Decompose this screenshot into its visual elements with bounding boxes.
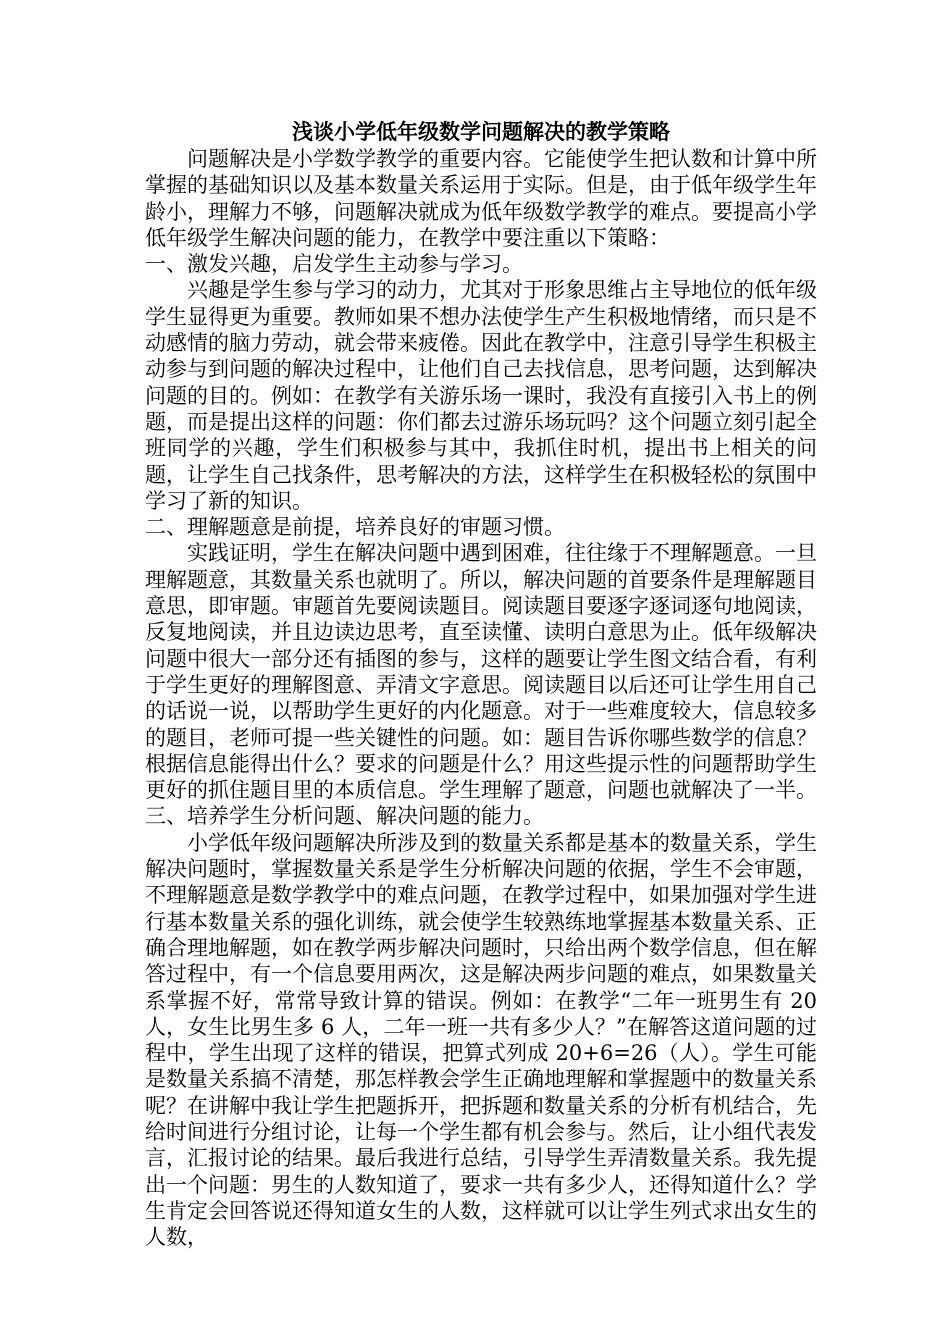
section-heading-2: 二、理解题意是前提，培养良好的审题习惯。 [145, 515, 565, 540]
section-3-paragraph: 小学低年级问题解决所涉及到的数量关系都是基本的数量关系，学生解决问题时，掌握数量关系是学生分析解决问题的依据，学生不会审题，不理解题意是数学教学中的难点问题，在教学过程中，如果加强对学生进行基本数量关系的强化训练，就会使学生较熟练地掌握基本数量关系、正确合理地解题，如在教学两步解决问题时，只给出两个数学信息，但在解答过程中，有一个信息要用两次，这是解决两步问题的难点，如果数量关系掌握不好，常常导致计算的错误。例如：在教学“二年一班男生有 20 人，女生比男生多 6 人，二年一班一共有多少人？”在解答这道问题的过程中，学生出现了这样的错误，把算式列成 20+6=26（人）。学生可能是数量关系搞不清楚，那怎样教会学生正确地理解和掌握题中的数量关系呢？在讲解中我让学生把题拆开，把拆题和数量关系的分析有机结合，先给时间进行分组讨论，让每一个学生都有机会参与。然后，让小组代表发言，汇报讨论的结果。最后我进行总结，引导学生弄清数量关系。我先提出一个问题：男生的人数知道了，要求一共有多少人，还得知道什么？学生肯定会回答说还得知道女生的人数，这样就可以让学生列式求出女生的人数， [145, 830, 817, 1250]
document-title: 浅谈小学低年级数学问题解决的教学策略 [292, 119, 670, 144]
section-1-paragraph: 兴趣是学生参与学习的动力，尤其对于形象思维占主导地位的低年级学生显得更为重要。教师如果不想办法使学生产生积极地情绪，而只是不动感情的脑力劳动，就会带来疲倦。因此在教学中，注意引导学生积极主动参与到问题的解决过程中，让他们自己去找信息，思考问题，达到解决问题的目的。例如：在教学有关游乐场一课时，我没有直接引入书上的例题，而是提出这样的问题：你们都去过游乐场玩吗？这个问题立刻引起全班同学的兴趣，学生们积极参与其中，我抓住时机，提出书上相关的问题，让学生自己找条件，思考解决的方法，这样学生在积极轻松的氛围中学习了新的知识。 [145, 278, 817, 513]
intro-paragraph: 问题解决是小学数学教学的重要内容。它能使学生把认数和计算中所掌握的基础知识以及基本数量关系运用于实际。但是，由于低年级学生年龄小，理解力不够，问题解决就成为低年级数学教学的难点。要提高小学低年级学生解决问题的能力，在教学中要注重以下策略： [145, 147, 817, 250]
section-2-paragraph: 实践证明，学生在解决问题中遇到困难，往往缘于不理解题意。一旦理解题意，其数量关系也就明了。所以，解决问题的首要条件是理解题目意思，即审题。审题首先要阅读题目。阅读题目要逐字逐词逐句地阅读，反复地阅读，并且边读边思考，直至读懂、读明白意思为止。低年级解决问题中很大一部分还有插图的参与，这样的题要让学生图文结合看，有利于学生更好的理解图意、弄清文字意思。阅读题目以后还可让学生用自己的话说一说，以帮助学生更好的内化题意。对于一些难度较大，信息较多的题目，老师可提一些关键性的问题。如：题目告诉你哪些数学的信息？根据信息能得出什么？要求的问题是什么？用这些提示性的问题帮助学生更好的抓住题目里的本质信息。学生理解了题意，问题也就解决了一半。 [145, 541, 817, 803]
section-heading-1: 一、激发兴趣，启发学生主动参与学习。 [145, 252, 523, 277]
document-page [145, 118, 817, 1250]
section-heading-3: 三、培养学生分析问题、解决问题的能力。 [145, 804, 544, 829]
